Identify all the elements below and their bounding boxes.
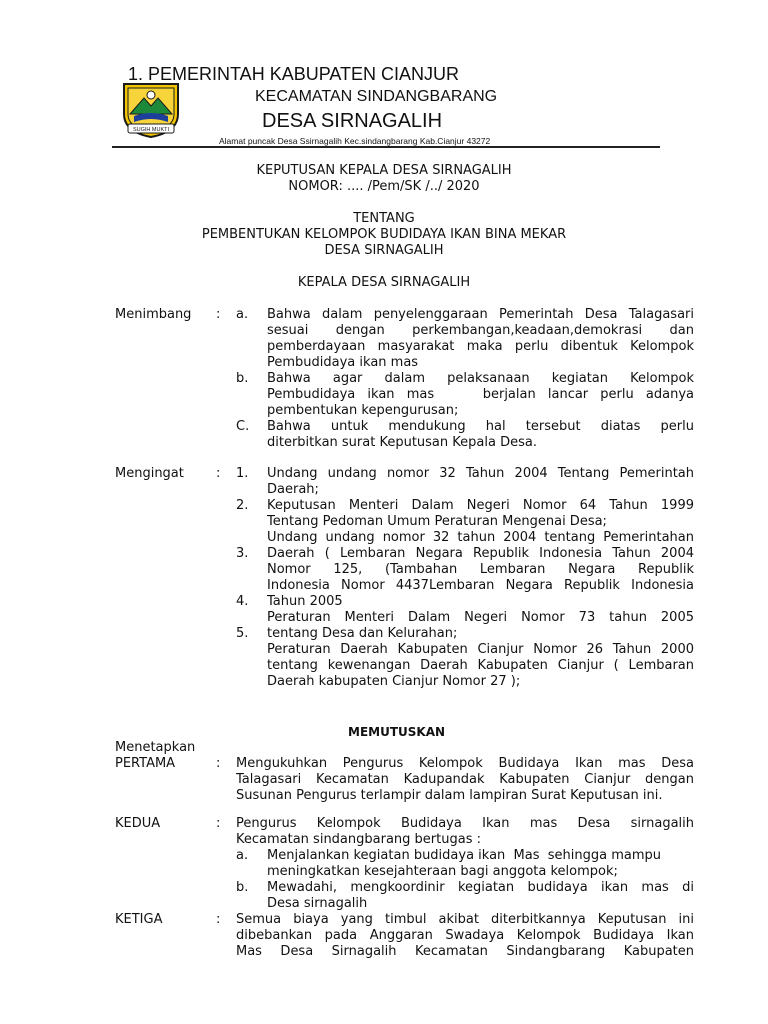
ketiga-colon: : [216, 912, 221, 927]
header-divider [112, 146, 660, 148]
kedua-item-b: Mewadahi, mengkoordinir kegiatan budidaya ikan mas di Desa sirnagalih [267, 880, 694, 911]
menimbang-item-b: Bahwa agar dalam pelaksanaan kegiatan Kelompok Pembudidaya ikan mas berjalan lancar perlu adanya pembentukan kepengurusan; [267, 371, 694, 418]
ketiga-label: KETIGA [115, 912, 163, 927]
pertama-colon: : [216, 756, 221, 771]
cianjur-regency-logo [120, 80, 182, 140]
menimbang-item-a: Bahwa dalam penyelenggaraan Pemerintah Desa Talagasari sesuai dengan perkembangan,keadaan,demokrasi dan pemberdayaan masyarakat maka perlu dibentuk Kelompok Pembudidaya ikan mas [267, 307, 694, 370]
kedua-label: KEDUA [115, 816, 161, 831]
kedua-item-a: Menjalankan kegiatan budidaya ikan Mas sehingga mampu meningkatkan kesejahteraan bagi anggota kelompok; [267, 848, 662, 879]
mengingat-text: Undang undang nomor 32 Tahun 2004 Tentang Pemerintah Daerah; Keputusan Menteri Dalam Negeri Nomor 64 Tahun 1999 Tentang Pedoman Umum Peraturan Mengenai Desa; Undang undang nomor 32 tahun 2004 tentang Pemerintahan Daerah ( Lembaran Negara Republik Indonesia Tahun 2004 Nomor 125, (Tambahan Lembaran Negara Republik Indonesia Nomor 4437Lembaran Negara Republik Indonesia Tahun 2005 Peraturan Menteri Dalam Negeri Nomor 73 tahun 2005 tentang Desa dan Kelurahan; Peraturan Daerah Kabupaten Cianjur Nomor 26 Tahun 2000 tentang kewenangan Daerah Kabupaten Cianjur ( Lembaran Daerah kabupaten Cianjur Nomor 27 ); [267, 466, 694, 689]
logo-motto: SUGIH MUKTI [132, 127, 170, 133]
mengingat-label: Mengingat [115, 466, 184, 481]
menimbang-colon: : [216, 307, 221, 322]
menimbang-marker-b: b. [236, 371, 249, 386]
kedua-marker-b: b. [236, 880, 249, 895]
decree-about-label: TENTANG [353, 211, 415, 226]
kedua-text: Pengurus Kelompok Budidaya Ikan mas Desa sirnagalih Kecamatan sindangbarang bertugas : [236, 816, 694, 847]
ketiga-text: Semua biaya yang timbul akibat diterbitkannya Keputusan ini dibebankan pada Anggaran Swadaya Kelompok Budidaya Ikan Mas Desa Sirnagalih Kecamatan Sindangbarang Kabupaten [236, 912, 694, 959]
header-desa: DESA SIRNAGALIH [262, 110, 443, 132]
decree-number: NOMOR: .... /Pem/SK /../ 2020 [288, 179, 480, 194]
decree-subject-village: DESA SIRNAGALIH [324, 243, 444, 258]
letterhead [0, 0, 768, 150]
header-kecamatan: KECAMATAN SINDANGBARANG [255, 88, 498, 105]
mengingat-marker-4: 4. [236, 594, 249, 609]
mengingat-marker-2: 2. [236, 498, 249, 513]
decree-title: KEPUTUSAN KEPALA DESA SIRNAGALIH [256, 163, 512, 178]
mengingat-marker-3: 3. [236, 546, 249, 561]
header-government: 1. PEMERINTAH KABUPATEN CIANJUR [128, 64, 460, 84]
kedua-marker-a: a. [236, 848, 249, 863]
menetapkan-label: Menetapkan [115, 740, 196, 755]
header-address: Alamat puncak Desa Ssirnagalih Kec.sindangbarang Kab.Cianjur 43272 [219, 136, 491, 146]
menimbang-marker-c: C. [236, 419, 250, 434]
decree-subject: PEMBENTUKAN KELOMPOK BUDIDAYA IKAN BINA MEKAR [201, 227, 567, 242]
mengingat-marker-5: 5. [236, 626, 249, 641]
mengingat-marker-1: 1. [236, 466, 249, 481]
decree-authority: KEPALA DESA SIRNAGALIH [297, 275, 471, 290]
pertama-text: Mengukuhkan Pengurus Kelompok Budidaya Ikan mas Desa Talagasari Kecamatan Kadupandak Kabupaten Cianjur dengan Susunan Pengurus terlampir dalam lampiran Surat Keputusan ini. [236, 756, 694, 803]
menimbang-item-c: Bahwa untuk mendukung hal tersebut diatas perlu diterbitkan surat Keputusan Kepala Desa. [267, 419, 694, 450]
memutuskan-heading: MEMUTUSKAN [348, 725, 446, 739]
mengingat-colon: : [216, 466, 221, 481]
kedua-colon: : [216, 816, 221, 831]
menimbang-marker-a: a. [236, 307, 249, 322]
menimbang-label: Menimbang [115, 307, 192, 322]
pertama-label: PERTAMA [115, 756, 176, 771]
